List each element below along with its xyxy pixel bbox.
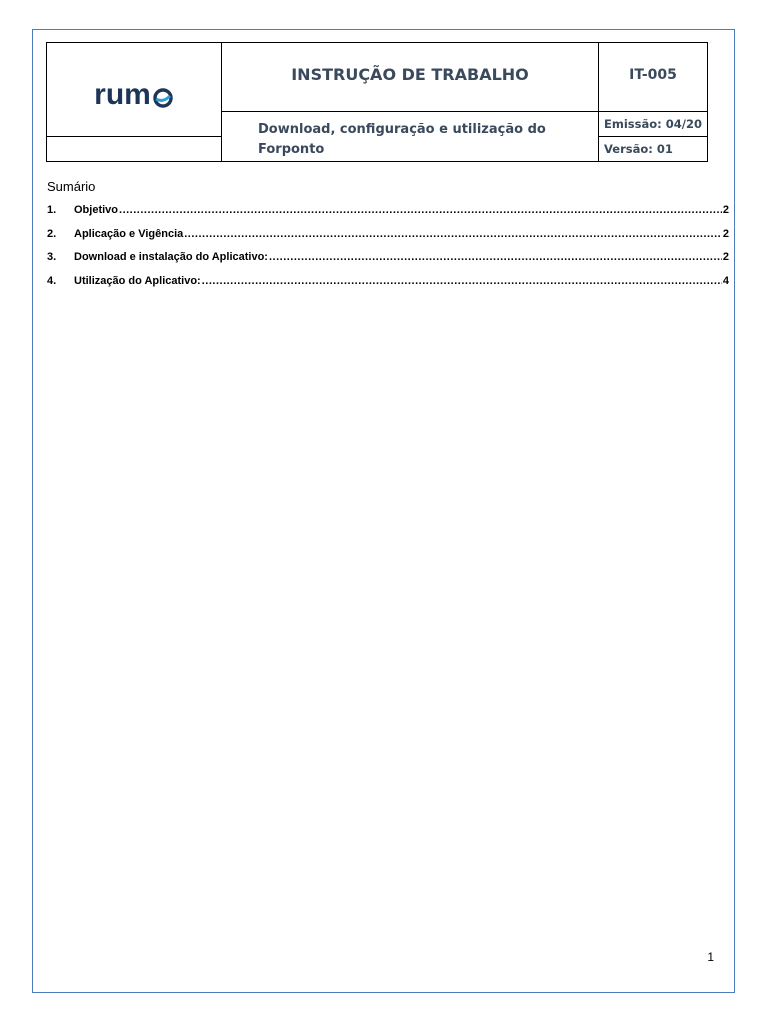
toc-entry-objetivo[interactable] (47, 204, 729, 228)
page-border (32, 29, 735, 993)
document-type-title: INSTRUÇÃO DE TRABALHO (291, 65, 529, 84)
toc-entry-page: 4 (722, 274, 729, 287)
title-cell (222, 43, 599, 112)
company-logo (94, 78, 174, 112)
subtitle-cell (222, 112, 599, 162)
toc-entry-number: 1. (47, 204, 57, 216)
document-code: IT-005 (629, 67, 677, 83)
subtitle-line-1: Download, configuração e utilização do (258, 121, 546, 137)
toc-dot-leader (119, 204, 722, 216)
toc-entry-page: 2 (722, 227, 729, 240)
toc-dot-leader (202, 275, 722, 287)
toc-entry-utilizacao[interactable] (47, 275, 729, 299)
table-of-contents (47, 204, 729, 298)
toc-entry-title: Objetivo (74, 204, 119, 216)
toc-entry-number: 3. (47, 251, 57, 263)
toc-entry-number: 4. (47, 274, 57, 287)
document-subtitle (258, 120, 598, 160)
toc-dot-leader (184, 228, 722, 240)
toc-entry-aplicacao[interactable] (47, 228, 729, 252)
toc-entry-download[interactable] (47, 251, 729, 275)
subtitle-line-2: Forponto (258, 141, 325, 157)
toc-entry-number: 2. (47, 227, 57, 240)
logo-o-mark-icon (152, 87, 174, 109)
page-number: 1 (707, 950, 714, 964)
code-cell (599, 43, 708, 112)
version-number: Versão: 01 (604, 142, 673, 156)
logo-cell (47, 43, 222, 137)
toc-entry-title: Utilização do Aplicativo: (74, 274, 201, 287)
toc-entry-title: Aplicação e Vigência (74, 227, 184, 240)
logo-wordmark: rum (94, 77, 151, 111)
toc-dot-leader (269, 251, 722, 263)
toc-entry-title: Download e instalação do Aplicativo: (74, 251, 268, 263)
toc-heading: Sumário (47, 179, 96, 194)
version-cell (599, 137, 708, 162)
toc-entry-page: 2 (722, 204, 729, 216)
toc-entry-page: 2 (722, 251, 729, 263)
emission-date: Emissão: 04/20 (604, 117, 702, 131)
logo-cell-bottom (47, 137, 222, 162)
emission-cell (599, 112, 708, 137)
document-header-table (46, 42, 708, 162)
